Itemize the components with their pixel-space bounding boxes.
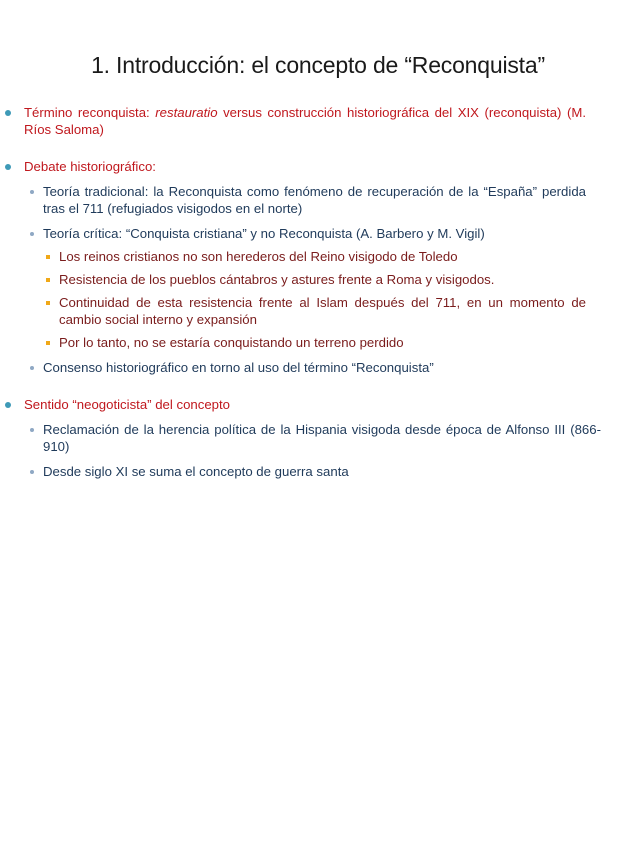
sub-bullet-reclamacion: Reclamación de la herencia política de la Hispania visigoda desde época de Alfonso III (866-910) — [43, 422, 601, 454]
sub-bullet-tradicional: Teoría tradicional: la Reconquista como fenómeno de recuperación de la “España” perdida tras el 711 (refugiados visigodos en el norte) — [43, 184, 586, 216]
termino-post: versus construcción historiográfica del XIX (reconquista) (M. Ríos Saloma) — [24, 105, 586, 137]
point-resistencia: Resistencia de los pueblos cántabros y astures frente a Roma y visigodos. — [59, 271, 586, 288]
slide-content — [0, 104, 636, 480]
point-conclusion: Por lo tanto, no se estaría conquistando un terreno perdido — [59, 334, 586, 351]
termino-emph: restauratio — [155, 105, 218, 120]
sub-bullet-critica: Teoría crítica: “Conquista cristiana” y no Reconquista (A. Barbero y M. Vigil) — [43, 225, 586, 242]
bullet-termino — [24, 104, 586, 138]
bullet-sentido: Sentido “neogoticista” del concepto — [24, 396, 586, 413]
point-herederos: Los reinos cristianos no son herederos del Reino visigodo de Toledo — [59, 248, 586, 265]
termino-pre: Término reconquista: — [24, 105, 156, 120]
slide-title: 1. Introducción: el concepto de “Reconquista” — [91, 52, 545, 78]
sub-bullet-siglo: Desde siglo XI se suma el concepto de guerra santa — [43, 463, 586, 480]
sub-bullet-consenso: Consenso historiográfico en torno al uso del término “Reconquista” — [43, 359, 586, 376]
bullet-debate: Debate historiográfico: — [24, 158, 586, 175]
point-continuidad: Continuidad de esta resistencia frente al Islam después del 711, en un momento de cambio social interno y expansión — [59, 295, 586, 327]
